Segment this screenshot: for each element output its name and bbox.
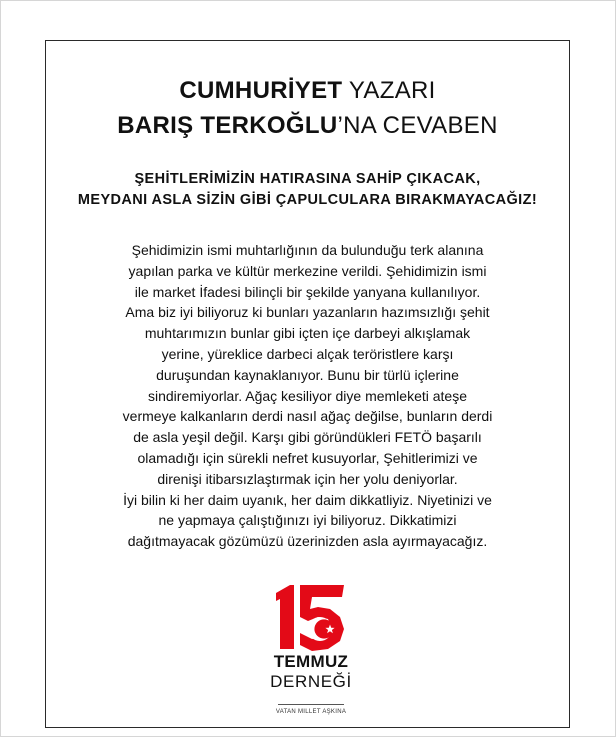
body-line: Ama biz iyi biliyoruz ki bunları yazanların hazımsızlığı şehit [125,304,490,321]
body-line: de asla yeşil değil. Karşı gibi göründükleri FETÖ başarılı [133,429,482,446]
subheading-line-2: MEYDANI ASLA SİZİN GİBİ ÇAPULCULARA BIRAKMAYACAĞIZ! [77,192,538,208]
heading-publication: CUMHURİYET [179,77,343,104]
body-line: yapılan parka ve kültür merkezine verildi. Şehidimizin ismi [128,262,487,279]
logo-tagline: VATAN MILLET AŞKINA [275,709,347,715]
logo-name-line-2: DERNEĞİ [270,672,352,691]
body-line: direnişi itibarsızlaştırmak için her yolu deniyorlar. [157,470,458,487]
body-line: Şehidimizin ismi muhtarlığının da bulunduğu terk alanına [131,242,484,258]
statement-body [46,240,569,552]
association-logo [256,583,366,725]
statement-frame [45,40,570,728]
body-line: dağıtmayacak gözümüzü üzerinizden asla ayırmayacağız. [127,533,488,550]
body-line: yerine, yüreklice darbeci alçak teröristlere karşı [161,345,454,362]
tagline-divider [278,704,344,705]
fifteen-crescent-star-icon [270,583,352,651]
heading-role: YAZARI [342,77,436,104]
heading-line-1 [46,77,569,105]
body-line: İyi bilin ki her daim uyanık, her daim dikkatliyiz. Niyetinizi ve [123,491,492,508]
heading-suffix: ’NA CEVABEN [337,112,498,139]
body-line: muhtarımızın bunlar gibi içten içe darbeyi alkışlamak [144,325,471,342]
logo-name-line-1: TEMMUZ [273,652,349,671]
body-line: sindiremiyorlar. Ağaç kesiliyor diye memleketi ateşe [147,387,467,404]
body-line: vermeye kalkanların derdi nasıl ağaç değilse, bunların derdi [122,408,493,425]
body-line: duruşundan kaynaklanıyor. Bunu bir türlü içlerine [156,366,459,383]
body-line: ile market İfadesi bilinçli bir şekilde yanyana kullanılıyor. [134,283,481,300]
body-line: olamadığı için sürekli nefret kusuyorlar, Şehitlerimizi ve [137,449,478,466]
heading-line-2 [46,112,569,140]
subheading-line-1: ŞEHİTLERİMİZİN HATIRASINA SAHİP ÇIKACAK, [134,171,481,187]
heading-person: BARIŞ TERKOĞLU [117,112,338,139]
body-line: ne yapmaya çalıştığınızı iyi biliyoruz. Dikkatimizi [158,512,457,529]
